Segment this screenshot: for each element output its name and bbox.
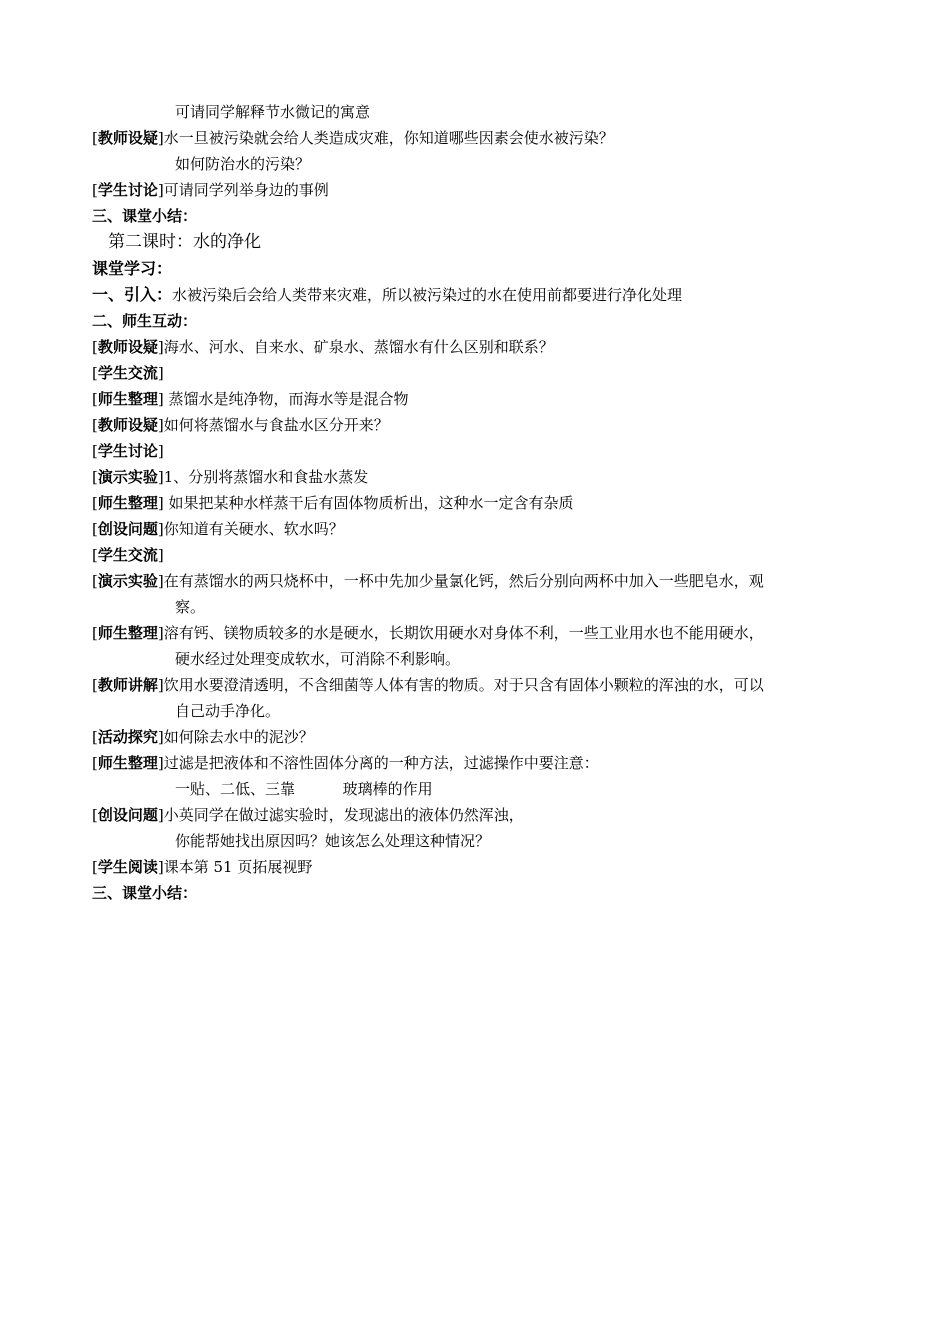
line-tag: [ 教师讲解 ]: [92, 676, 164, 694]
line-tag: [ 学生讨论 ]: [92, 181, 164, 199]
line-text: 饮用水要澄清透明，不含细菌等人体有害的物质。对于只含有固体小颗粒的浑浊的水，可以: [163, 676, 764, 694]
line-text: 如何防治水的污染？: [175, 155, 311, 173]
line-tag: [ 创设问题 ]: [92, 520, 164, 538]
line-tag: [ 教师设疑 ]: [92, 129, 164, 147]
section-heading: 三、课堂小结：: [92, 207, 198, 225]
line-head: 一、引入：: [92, 285, 173, 304]
doc-line: [92, 466, 368, 488]
doc-line: [92, 804, 524, 826]
line-tag: [ 师生整理 ]: [92, 390, 164, 408]
line-text: 自己动手净化。: [175, 702, 281, 720]
doc-line: [92, 570, 764, 592]
doc-line: [92, 674, 764, 696]
doc-line: [92, 336, 554, 358]
line-text: 蒸馏水是纯净物，而海水等是混合物: [163, 390, 409, 408]
line-tag: [ 学生交流 ]: [92, 364, 164, 382]
line-tag: [ 创设问题 ]: [92, 806, 164, 824]
line-tag: [ 演示实验 ]: [92, 468, 164, 486]
line-text: 如何除去水中的泥沙？: [163, 728, 314, 746]
line-tag: [ 师生整理 ]: [92, 754, 164, 772]
doc-line: [92, 622, 764, 644]
line-text: 小英同学在做过滤实验时，发现滤出的液体仍然浑浊，: [163, 806, 524, 824]
doc-line: [92, 440, 164, 462]
line-text: 过滤是把液体和不溶性固体分离的一种方法，过滤操作中要注意：: [163, 754, 599, 772]
doc-line: [92, 179, 329, 201]
doc-line: [92, 518, 344, 540]
lesson-subtitle: 第二课时：水的净化: [108, 232, 261, 252]
line-text: 你能帮她找出原因吗？她该怎么处理这种情况？: [175, 832, 491, 850]
line-text: 1、分别将蒸馏水和食盐水蒸发: [163, 468, 369, 486]
doc-line: [92, 414, 389, 436]
section-heading: 课堂学习：: [92, 259, 173, 278]
doc-line: [175, 830, 490, 852]
section-heading: 二、师生互动：: [92, 312, 198, 330]
line-text: 水一旦被污染就会给人类造成灾难，你知道哪些因素会使水被污染？: [163, 129, 614, 147]
doc-line: [175, 596, 205, 618]
doc-line: [175, 101, 370, 123]
line-text: 硬水经过处理变成软水，可消除不利影响。: [175, 650, 461, 668]
line-tag: [ 教师设疑 ]: [92, 416, 164, 434]
line-text: 你知道有关硬水、软水吗？: [163, 520, 344, 538]
doc-line: [175, 648, 460, 670]
doc-line: [92, 856, 312, 878]
line-text: 水被污染后会给人类带来灾难，所以被污染过的水在使用前都要进行净化处理: [172, 286, 683, 304]
line-tag: [ 演示实验 ]: [92, 572, 164, 590]
doc-line: [92, 284, 682, 306]
doc-line: [92, 388, 409, 410]
section-heading: 三、课堂小结：: [92, 884, 198, 902]
line-text: 察。: [175, 598, 206, 616]
line-text: 课本第 51 页拓展视野: [163, 858, 313, 876]
doc-line: [175, 153, 310, 175]
doc-line: [92, 127, 614, 149]
line-tag: [ 活动探究 ]: [92, 728, 164, 746]
line-tag: [ 学生交流 ]: [92, 546, 164, 564]
doc-line: [175, 778, 433, 800]
line-tag: [ 学生阅读 ]: [92, 858, 164, 876]
line-text: 可请同学列举身边的事例: [163, 181, 329, 199]
line-tag: [ 师生整理 ]: [92, 494, 164, 512]
line-text: 溶有钙、镁物质较多的水是硬水，长期饮用硬水对身体不利，一些工业用水也不能用硬水，: [163, 624, 764, 642]
line-text: 在有蒸馏水的两只烧杯中，一杯中先加少量氯化钙，然后分别向两杯中加入一些肥皂水，观: [163, 572, 764, 590]
doc-line: [92, 492, 574, 514]
line-text: 如果把某种水样蒸干后有固体物质析出，这种水一定含有杂质: [163, 494, 574, 512]
line-text: 如何将蒸馏水与食盐水区分开来？: [163, 416, 389, 434]
doc-line: [92, 362, 164, 384]
line-tag: [ 师生整理 ]: [92, 624, 164, 642]
line-tag: [ 学生讨论 ]: [92, 442, 164, 460]
doc-line: [92, 544, 164, 566]
doc-line: [92, 752, 599, 774]
line-tag: [ 教师设疑 ]: [92, 338, 164, 356]
line-text: 一贴、二低、三靠 玻璃棒的作用: [175, 780, 433, 798]
line-text: 海水、河水、自来水、矿泉水、蒸馏水有什么区别和联系？: [163, 338, 554, 356]
line-text: 可请同学解释节水微记的寓意: [175, 103, 371, 121]
doc-line: [175, 700, 280, 722]
doc-line: [92, 726, 314, 748]
